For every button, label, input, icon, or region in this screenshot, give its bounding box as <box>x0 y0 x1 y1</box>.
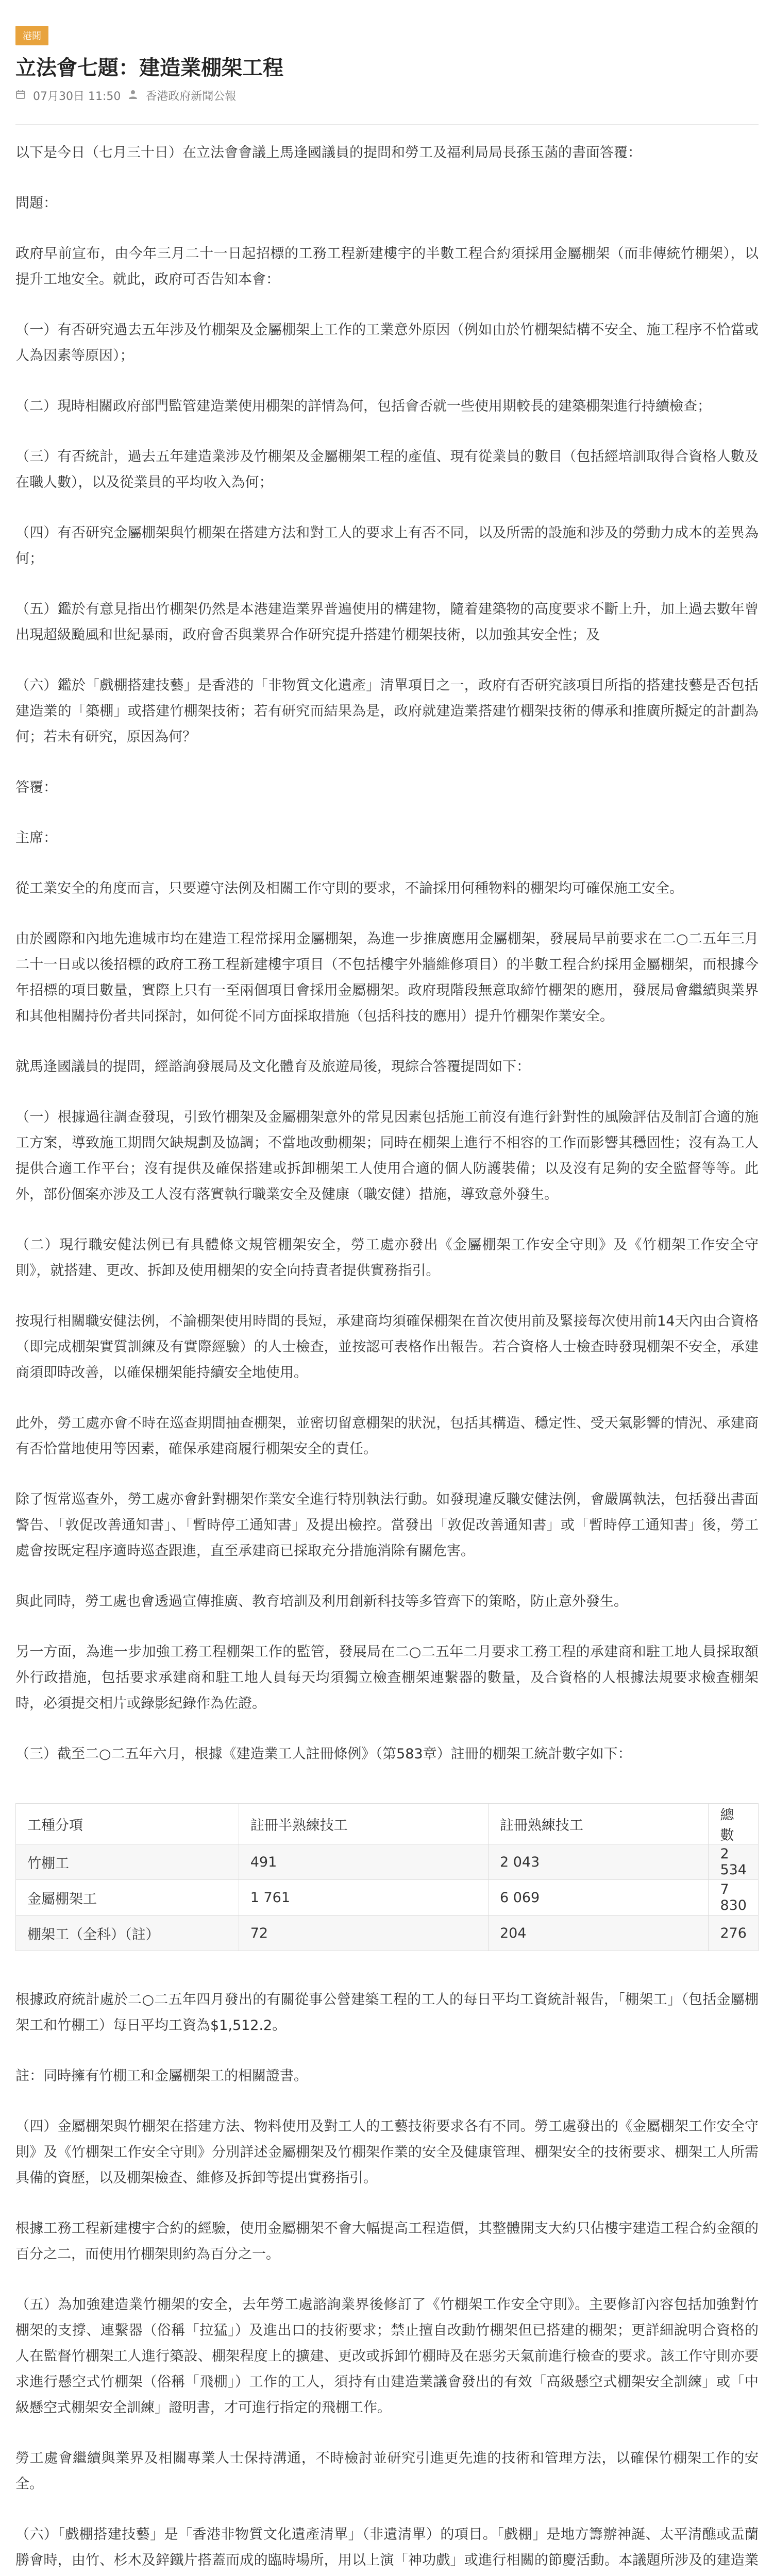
question-2: （二）現時相關政府部門監管建造業使用棚架的詳情為何，包括會否就一些使用期較長的建築棚架進行持續檢查； <box>15 398 711 414</box>
answer-6: （六）「戲棚搭建技藝」是「香港非物質文化遺產清單」（非遺清單）的項目。「戲棚」是地方籌辦神誕、太平清醮或盂蘭勝會時，由竹、杉木及鋅鐵片搭蓋而成的臨時場所，用以上演「神功戲」或進行相關的節慶活動。本議題所涉及的建造業 <box>15 2527 759 2568</box>
question-heading: 問題： <box>15 195 57 211</box>
table-row <box>16 1880 759 1916</box>
table-row <box>16 1916 759 1951</box>
table-header: 工種分項 <box>16 1804 239 1844</box>
table-cell: 棚架工（全科）（註） <box>16 1916 239 1951</box>
question-3: （三）有否統計，過去五年建造業涉及竹棚架及金屬棚架工程的產值、現有從業員的數目（包括經培訓取得合資格人數及在職人數），以及從業員的平均收入為何； <box>15 449 759 490</box>
answer-1: （一）根據過往調查發現，引致竹棚架及金屬棚架意外的常見因素包括施工前沒有進行針對性的風險評估及制訂合適的施工方案，導致施工期間欠缺規劃及協調；不當地改動棚架；同時在棚架上進行不相容的工作而影響其穩固性；沒有為工人提供合適工作平台；沒有提供及確保搭建或拆卸棚架工人使用合適的個人防護裝備；以及沒有足夠的安全監督等等。此外，部份個案亦涉及工人沒有落實執行職業安全及健康（職安健）措施，導致意外發生。 <box>15 1109 759 1202</box>
question-preamble: 政府早前宣布，由今年三月二十一日起招標的工務工程新建樓宇的半數工程合約須採用金屬棚架（而非傳統竹棚架），以提升工地安全。就此，政府可否告知本會： <box>15 246 759 287</box>
divider <box>15 124 759 125</box>
table-cell: 金屬棚架工 <box>16 1880 239 1916</box>
table-note: 註：同時擁有竹棚工和金屬棚架工的相關證書。 <box>15 2068 308 2084</box>
answer-paragraph: 勞工處會繼續與業界及相關專業人士保持溝通，不時檢討並研究引進更先進的技術和管理方法，以確保竹棚架工作的安全。 <box>15 2450 759 2492</box>
table-cell: 491 <box>239 1844 488 1880</box>
table-cell: 竹棚工 <box>16 1844 239 1880</box>
intro-paragraph: 以下是今日（七月三十日）在立法會會議上馬逢國議員的提問和勞工及福利局局長孫玉菡的書面答覆： <box>15 145 642 161</box>
answer-paragraph: 另一方面，為進一步加強工務工程棚架工作的監管，發展局在二○二五年二月要求工務工程的承建商和駐工地人員採取額外行政措施，包括要求承建商和駐工地人員每天均須獨立檢查棚架連繫器的數量，及合資格的人根據法規要求檢查棚架時，必須提交相片或錄影紀錄作為佐證。 <box>15 1644 759 1711</box>
answer-paragraph: 根據政府統計處於二○二五年四月發出的有關從事公營建築工程的工人的每日平均工資統計報告，「棚架工」（包括金屬棚架工和竹棚工）每日平均工資為$1,512.2。 <box>15 1992 759 2033</box>
article-date: 07月30日 11:50 <box>33 90 121 103</box>
table-cell: 1 761 <box>239 1880 488 1916</box>
table-cell: 7 830 <box>709 1880 759 1916</box>
answer-paragraph: 由於國際和內地先進城市均在建造工程常採用金屬棚架，為進一步推廣應用金屬棚架，發展局早前要求在二○二五年三月二十一日或以後招標的政府工務工程新建樓宇項目（不包括樓宇外牆維修項目）的半數工程合約採用金屬棚架，而根據今年招標的項目數量，實際上只有一至兩個項目會採用金屬棚架。政府現階段無意取締竹棚架的應用，發展局會繼續與業界和其他相關持份者共同探討，如何從不同方面採取措施（包括科技的應用）提升竹棚架作業安全。 <box>15 931 759 1024</box>
table-cell: 6 069 <box>488 1880 709 1916</box>
article-title: 立法會七題：建造業棚架工程 <box>15 56 283 80</box>
answer-paragraph: 除了恆常巡查外，勞工處亦會針對棚架作業安全進行特別執法行動。如發現違反職安健法例，會嚴厲執法，包括發出書面警告、「敦促改善通知書」、「暫時停工通知書」及提出檢控。當發出「敦促改善通知書」或「暫時停工通知書」後，勞工處會按既定程序適時巡查跟進，直至承建商已採取充分措施消除有關危害。 <box>15 1492 759 1559</box>
addressee: 主席： <box>15 830 57 846</box>
question-5: （五）鑑於有意見指出竹棚架仍然是本港建造業界普遍使用的構建物，隨着建築物的高度要求不斷上升，加上過去數年曾出現超級颱風和世紀暴雨，政府會否與業界合作研究提升搭建竹棚架技術，以加強其安全性；及 <box>15 601 759 643</box>
table-cell: 204 <box>488 1916 709 1951</box>
table-header-row <box>16 1804 759 1844</box>
answer-paragraph: 根據工務工程新建樓宇合約的經驗，使用金屬棚架不會大幅提高工程造價，其整體開支大約只佔樓宇建造工程合約金額的百分之二，而使用竹棚架則約為百分之一。 <box>15 2221 759 2262</box>
article-meta <box>15 88 759 104</box>
answer-paragraph: 與此同時，勞工處也會透過宣傳推廣、教育培訓及利用創新科技等多管齊下的策略，防止意外發生。 <box>15 1594 628 1609</box>
question-4: （四）有否研究金屬棚架與竹棚架在搭建方法和對工人的要求上有否不同，以及所需的設施和涉及的勞動力成本的差異為何； <box>15 525 759 567</box>
answer-paragraph: 此外，勞工處亦會不時在巡查期間抽查棚架，並密切留意棚架的狀況，包括其構造、穩定性、受天氣影響的情況、承建商有否恰當地使用等因素，確保承建商履行棚架安全的責任。 <box>15 1415 759 1457</box>
table-cell: 276 <box>709 1916 759 1951</box>
question-1: （一）有否研究過去五年涉及竹棚架及金屬棚架上工作的工業意外原因（例如由於竹棚架結構不安全、施工程序不恰當或人為因素等原因）； <box>15 322 759 364</box>
answer-3: （三）截至二○二五年六月，根據《建造業工人註冊條例》（第583章）註冊的棚架工統計數字如下： <box>15 1746 632 1762</box>
table-header: 註冊半熟練技工 <box>239 1804 488 1844</box>
table-row <box>16 1844 759 1880</box>
scaffolder-table <box>15 1803 759 1951</box>
category-badge[interactable]: 港聞 <box>15 26 48 45</box>
answer-4: （四）金屬棚架與竹棚架在搭建方法、物料使用及對工人的工藝技術要求各有不同。勞工處發出的《金屬棚架工作安全守則》及《竹棚架工作安全守則》分別詳述金屬棚架及竹棚架作業的安全及健康管理、棚架安全的技術要求、棚架工人所需具備的資歷，以及棚架檢查、維修及拆卸等提出實務指引。 <box>15 2119 759 2186</box>
answer-paragraph: 從工業安全的角度而言，只要遵守法例及相關工作守則的要求，不論採用何種物料的棚架均可確保施工安全。 <box>15 880 683 896</box>
answer-2: （二）現行職安健法例已有具體條文規管棚架安全，勞工處亦發出《金屬棚架工作安全守則》及《竹棚架工作安全守則》，就搭建、更改、拆卸及使用棚架的安全向持責者提供實務指引。 <box>15 1237 759 1279</box>
answer-heading: 答覆： <box>15 779 57 795</box>
table-cell: 2 534 <box>709 1844 759 1880</box>
table-header: 註冊熟練技工 <box>488 1804 709 1844</box>
answer-paragraph: 就馬逢國議員的提問，經諮詢發展局及文化體育及旅遊局後，現綜合答覆提問如下： <box>15 1059 530 1075</box>
table-header: 總數 <box>709 1804 759 1844</box>
user-icon <box>128 89 138 102</box>
table-cell: 2 043 <box>488 1844 709 1880</box>
calendar-icon <box>15 89 26 102</box>
answer-paragraph: 按現行相關職安健法例，不論棚架使用時間的長短，承建商均須確保棚架在首次使用前及緊接每次使用前14天內由合資格（即完成棚架實質訓練及有實際經驗）的人士檢查，並按認可表格作出報告。若合資格人士檢查時發現棚架不安全，承建商須即時改善，以確保棚架能持續安全地使用。 <box>15 1313 759 1381</box>
question-6: （六）鑑於「戲棚搭建技藝」是香港的「非物質文化遺產」清單項目之一，政府有否研究該項目所指的搭建技藝是否包括建造業的「築棚」或搭建竹棚架技術；若有研究而結果為是，政府就建造業搭建竹棚架技術的傳承和推廣所擬定的計劃為何；若未有研究，原因為何？ <box>15 677 759 745</box>
article-source[interactable]: 香港政府新聞公報 <box>145 90 237 103</box>
answer-5: （五）為加強建造業竹棚架的安全，去年勞工處諮詢業界後修訂了《竹棚架工作安全守則》。主要修訂內容包括加強對竹棚架的支撐、連繫器（俗稱「拉猛」）及進出口的技術要求；禁止擅自改動竹棚架但已搭建的棚架；更詳細說明合資格的人在監督竹棚架工人進行築設、棚架程度上的擴建、更改或拆卸竹棚時及在惡劣天氣前進行檢查的要求。該工作守則亦要求進行懸空式竹棚架（俗稱「飛棚」）工作的工人，須持有由建造業議會發出的有效「高級懸空式棚架安全訓練」或「中級懸空式棚架安全訓練」證明書，才可進行指定的飛棚工作。 <box>15 2297 759 2416</box>
article-body <box>15 140 759 2576</box>
table-cell: 72 <box>239 1916 488 1951</box>
